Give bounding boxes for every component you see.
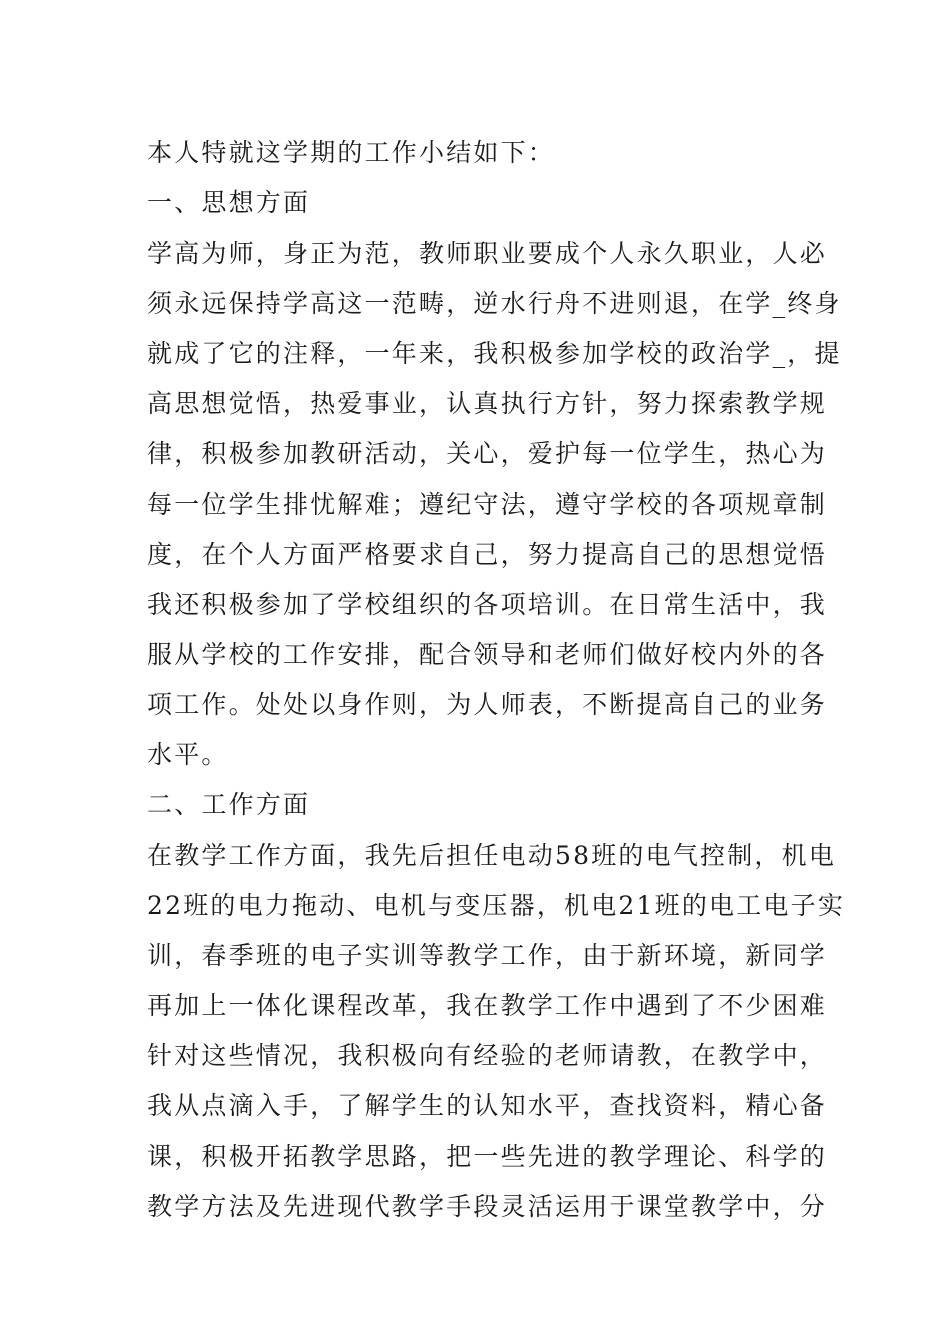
text-line: 高思想觉悟，热爱事业，认真执行方针，努力探索教学规	[147, 389, 828, 418]
text-line: 就成了它的注释，一年来，我积极参加学校的政治学_，提	[147, 339, 842, 368]
section-heading-work: 二、工作方面	[147, 790, 311, 819]
text-line: 律，积极参加教研活动，关心，爱护每一位学生，热心为	[147, 439, 828, 468]
text-line: 项工作。处处以身作则，为人师表，不断提高自己的业务	[147, 690, 828, 719]
text-line: 每一位学生排忧解难；遵纪守法，遵守学校的各项规章制	[147, 490, 828, 519]
text-line: 针对这些情况，我积极向有经验的老师请教，在教学中，	[147, 1041, 828, 1070]
text-line: 22班的电力拖动、电机与变压器，机电21班的电工电子实	[147, 891, 846, 920]
text-line: 教学方法及先进现代教学手段灵活运用于课堂教学中，分	[147, 1192, 828, 1221]
text-line: 再加上一体化课程改革，我在教学工作中遇到了不少困难	[147, 991, 828, 1020]
text-line: 我还积极参加了学校组织的各项培训。在日常生活中，我	[147, 590, 828, 619]
text-line: 服从学校的工作安排，配合领导和老师们做好校内外的各	[147, 640, 828, 669]
text-line: 须永远保持学高这一范畴，逆水行舟不进则退，在学_终身	[147, 289, 842, 318]
text-line-intro: 本人特就这学期的工作小结如下：	[147, 138, 556, 167]
text-line: 训，春季班的电子实训等教学工作，由于新环境，新同学	[147, 941, 828, 970]
text-line: 学高为师，身正为范，教师职业要成个人永久职业，人必	[147, 239, 828, 268]
section-heading-thought: 一、思想方面	[147, 188, 311, 217]
text-line: 在教学工作方面，我先后担任电动58班的电气控制，机电	[147, 841, 837, 870]
text-line: 我从点滴入手，了解学生的认知水平，查找资料，精心备	[147, 1091, 828, 1120]
text-line: 度，在个人方面严格要求自己，努力提高自己的思想觉悟	[147, 540, 828, 569]
text-line: 水平。	[147, 740, 229, 769]
text-line: 课，积极开拓教学思路，把一些先进的教学理论、科学的	[147, 1142, 828, 1171]
